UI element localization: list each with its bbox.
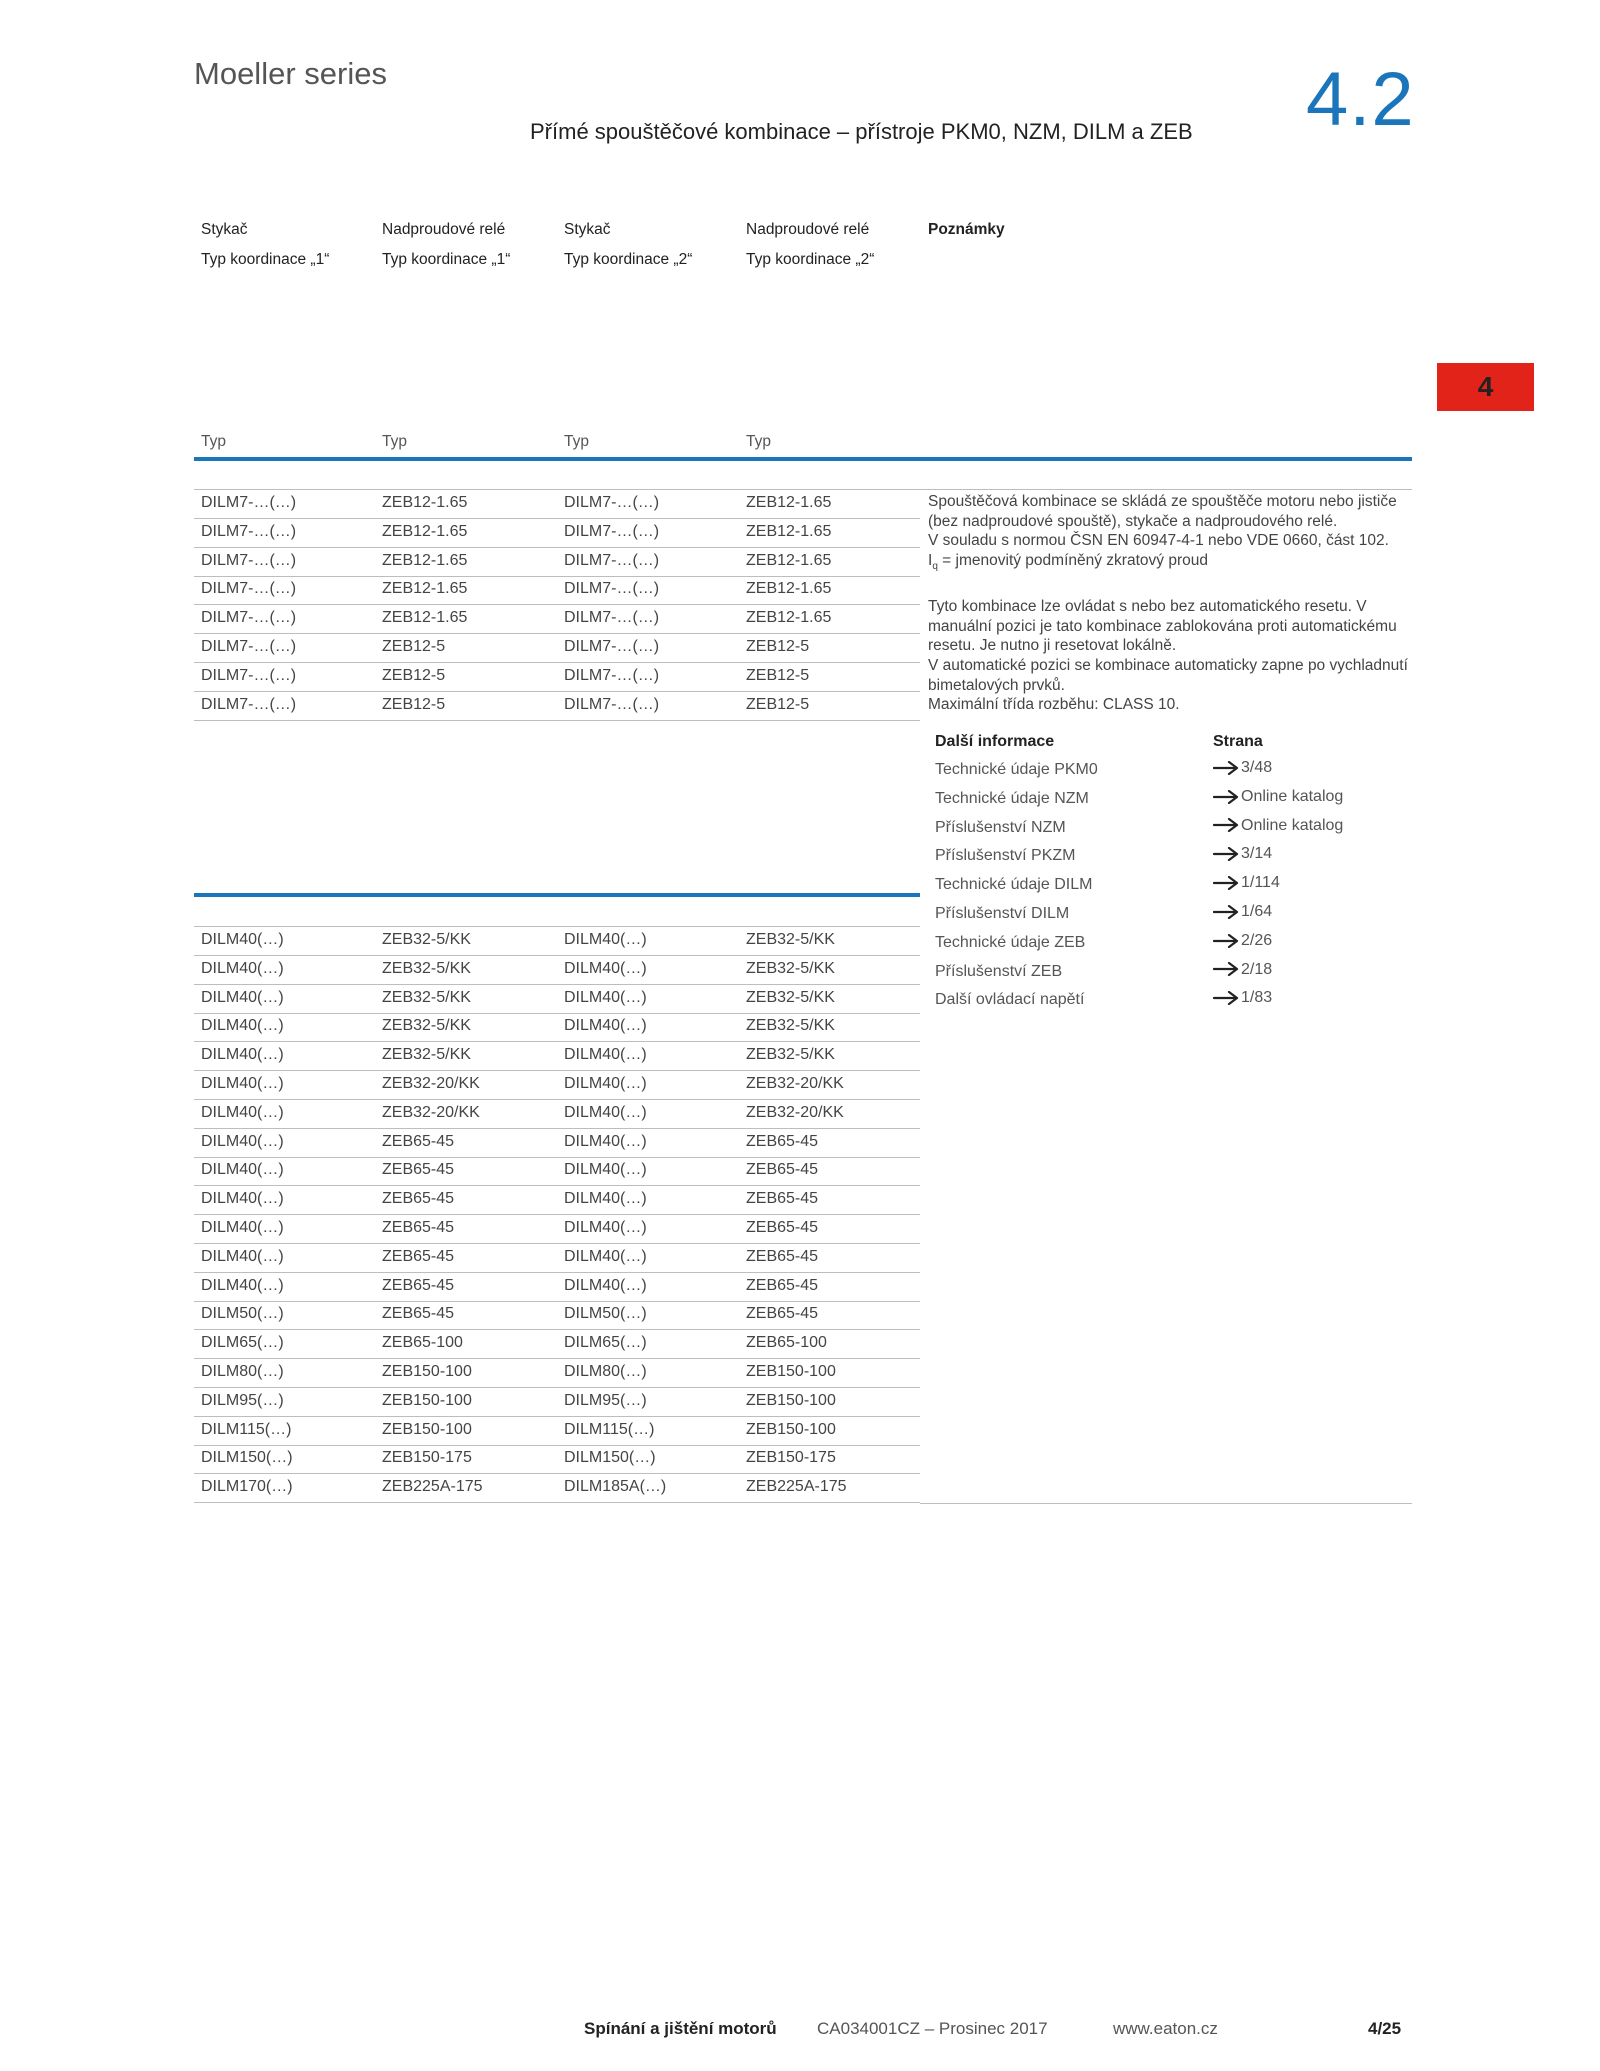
info-label: Technické údaje NZM bbox=[935, 789, 1089, 807]
info-row[interactable] bbox=[935, 786, 1415, 815]
table-cell: ZEB32-5/KK bbox=[382, 1046, 471, 1064]
table-cell: DILM40(…) bbox=[201, 1132, 284, 1150]
table-cell: DILM115(…) bbox=[564, 1420, 655, 1438]
table-cell: DILM7-…(…) bbox=[201, 638, 297, 655]
info-row[interactable] bbox=[935, 959, 1415, 988]
table-cell: ZEB12-1.65 bbox=[382, 580, 468, 598]
table-cell: ZEB150-100 bbox=[746, 1363, 836, 1380]
table-row bbox=[194, 1186, 920, 1215]
table-cell: DILM40(…) bbox=[201, 1017, 284, 1035]
table-cell: ZEB12-1.65 bbox=[382, 522, 468, 540]
table-cell: DILM7-…(…) bbox=[564, 551, 660, 569]
table-cell: ZEB65-45 bbox=[382, 1247, 455, 1265]
table-cell: ZEB12-1.65 bbox=[382, 551, 468, 569]
table-cell: ZEB150-175 bbox=[382, 1449, 472, 1467]
info-page: Online katalog bbox=[1241, 816, 1344, 834]
info-label: Technické údaje ZEB bbox=[935, 933, 1086, 951]
series-title: Moeller series bbox=[194, 56, 387, 91]
col1-header-line2: Typ koordinace „1“ bbox=[201, 251, 330, 268]
table-cell: DILM40(…) bbox=[564, 1190, 647, 1208]
arrow-right-icon bbox=[1213, 761, 1239, 775]
table-cell: DILM7-…(…) bbox=[564, 666, 660, 684]
notes-iq-line bbox=[928, 551, 1408, 577]
col2-header-line1: Nadproudové relé bbox=[382, 221, 506, 238]
table-cell: DILM40(…) bbox=[564, 1017, 647, 1035]
table-cell: ZEB225A-175 bbox=[382, 1478, 483, 1496]
table-cell: ZEB12-5 bbox=[382, 666, 446, 684]
table-cell: DILM40(…) bbox=[201, 1219, 284, 1236]
info-row[interactable] bbox=[935, 757, 1415, 786]
info-title: Další informace bbox=[935, 733, 1055, 750]
arrow-right-icon bbox=[1213, 790, 1239, 804]
table-row bbox=[194, 1129, 920, 1158]
table-cell: ZEB32-5/KK bbox=[746, 1017, 835, 1035]
footer-url[interactable]: www.eaton.cz bbox=[1113, 2019, 1218, 2038]
info-row[interactable] bbox=[935, 815, 1415, 844]
table-cell: ZEB150-100 bbox=[746, 1420, 836, 1438]
info-page: 1/83 bbox=[1241, 989, 1273, 1007]
table-cell: ZEB150-175 bbox=[746, 1449, 836, 1467]
table-cell: ZEB65-45 bbox=[382, 1161, 455, 1179]
table-cell: ZEB32-20/KK bbox=[382, 1075, 480, 1092]
chapter-tab[interactable]: 4 bbox=[1437, 363, 1534, 411]
info-page-link[interactable] bbox=[1213, 817, 1343, 835]
table-cell: DILM40(…) bbox=[564, 1276, 647, 1294]
notes-line: (bez nadproudové spouště), stykače a nadproudového relé. bbox=[928, 512, 1338, 530]
table-cell: DILM7-…(…) bbox=[564, 522, 660, 540]
info-page-link[interactable] bbox=[1213, 759, 1272, 777]
typ-label-4: Typ bbox=[746, 433, 771, 450]
info-label: Technické údaje DILM bbox=[935, 876, 1093, 894]
table-row bbox=[194, 1013, 920, 1042]
table-cell: ZEB32-20/KK bbox=[746, 1075, 844, 1092]
table-cell: DILM40(…) bbox=[201, 1247, 284, 1265]
table-cell: ZEB150-100 bbox=[382, 1363, 472, 1380]
notes-line: Tyto kombinace lze ovládat s nebo bez automatického resetu. V bbox=[928, 597, 1367, 615]
notes-text bbox=[928, 492, 1408, 715]
table-cell: ZEB65-100 bbox=[746, 1334, 827, 1352]
notes-line: V souladu s normou ČSN EN 60947-4-1 nebo VDE 0660, část 102. bbox=[928, 532, 1389, 550]
notes-line: V automatické pozici se kombinace automaticky zapne po vychladnutí bbox=[928, 657, 1408, 675]
notes-line: Spouštěčová kombinace se skládá ze spouštěče motoru nebo jističe bbox=[928, 493, 1397, 510]
table-cell: DILM7-…(…) bbox=[564, 638, 660, 655]
section-number: 4.2 bbox=[1306, 57, 1415, 142]
table-cell: DILM40(…) bbox=[564, 988, 647, 1006]
info-row[interactable] bbox=[935, 843, 1415, 872]
table-cell: DILM170(…) bbox=[201, 1478, 293, 1496]
table-cell: ZEB65-45 bbox=[746, 1219, 819, 1236]
col4-header-line1: Nadproudové relé bbox=[746, 221, 870, 238]
table-row bbox=[194, 692, 920, 721]
info-row[interactable] bbox=[935, 872, 1415, 901]
table-cell: DILM150(…) bbox=[564, 1449, 656, 1467]
typ-label-1: Typ bbox=[201, 433, 226, 450]
table-row bbox=[194, 548, 920, 577]
table-row bbox=[194, 1474, 920, 1503]
table-cell: ZEB65-45 bbox=[382, 1219, 455, 1236]
table-row bbox=[194, 1417, 920, 1446]
table-cell: DILM7-…(…) bbox=[564, 695, 660, 713]
table-row bbox=[194, 1215, 920, 1244]
table-cell: DILM7-…(…) bbox=[564, 580, 660, 598]
typ-label-3: Typ bbox=[564, 433, 589, 450]
table-row bbox=[194, 1273, 920, 1302]
table-row bbox=[194, 1388, 920, 1417]
notes-line: Maximální třída rozběhu: CLASS 10. bbox=[928, 696, 1180, 714]
table-cell: DILM40(…) bbox=[201, 1276, 284, 1294]
table-cell: DILM40(…) bbox=[201, 1046, 284, 1064]
table-row bbox=[194, 576, 920, 605]
table-cell: DILM150(…) bbox=[201, 1449, 293, 1467]
table-cell: DILM115(…) bbox=[201, 1420, 292, 1438]
table-cell: ZEB12-1.65 bbox=[382, 494, 468, 511]
table-cell: DILM7-…(…) bbox=[201, 494, 297, 511]
table-cell: DILM40(…) bbox=[564, 1103, 647, 1121]
table-row bbox=[194, 634, 920, 663]
table-cell: DILM40(…) bbox=[201, 931, 284, 948]
table-cell: DILM80(…) bbox=[201, 1363, 284, 1380]
table-cell: DILM40(…) bbox=[564, 959, 647, 977]
table-cell: ZEB12-1.65 bbox=[746, 580, 832, 598]
notes-line: resetu. Je nutno ji resetovat lokálně. bbox=[928, 637, 1177, 655]
info-page: 3/48 bbox=[1241, 759, 1273, 776]
table-cell: ZEB12-5 bbox=[382, 695, 446, 713]
table-cell: ZEB65-45 bbox=[746, 1305, 819, 1323]
table-cell: ZEB65-100 bbox=[382, 1334, 463, 1352]
table-cell: DILM7-…(…) bbox=[564, 609, 660, 627]
table-row bbox=[194, 1359, 920, 1388]
table-cell: DILM95(…) bbox=[564, 1391, 647, 1409]
table-cell: ZEB65-45 bbox=[746, 1190, 819, 1208]
info-row[interactable] bbox=[935, 987, 1415, 1016]
info-page-title: Strana bbox=[1213, 733, 1263, 750]
table-cell: ZEB12-1.65 bbox=[746, 551, 832, 569]
footer-title: Spínání a jištění motorů bbox=[584, 2019, 777, 2038]
info-page: 3/14 bbox=[1241, 845, 1273, 863]
table-row bbox=[194, 1301, 920, 1330]
info-page-link[interactable] bbox=[1213, 961, 1272, 979]
table-cell: ZEB12-1.65 bbox=[746, 522, 832, 540]
page-title: Přímé spouštěčové kombinace – přístroje PKM0, NZM, DILM a ZEB bbox=[530, 119, 1193, 144]
table-cell: DILM40(…) bbox=[564, 931, 647, 948]
table-cell: DILM50(…) bbox=[201, 1305, 284, 1323]
table-cell: DILM40(…) bbox=[201, 959, 284, 977]
table-row bbox=[194, 1244, 920, 1273]
info-label: Technické údaje PKM0 bbox=[935, 761, 1098, 778]
table-cell: DILM40(…) bbox=[201, 1075, 284, 1092]
table-cell: DILM7-…(…) bbox=[201, 609, 297, 627]
header-divider bbox=[194, 457, 1412, 461]
notes-line: manuální pozici je tato kombinace zablokována proti automatickému bbox=[928, 617, 1397, 635]
table-cell: DILM7-…(…) bbox=[201, 580, 297, 598]
table-cell: DILM40(…) bbox=[564, 1132, 647, 1150]
table-cell: ZEB32-5/KK bbox=[382, 931, 471, 948]
notes-line: bimetalových prvků. bbox=[928, 676, 1065, 694]
iq-subscript: q bbox=[932, 561, 938, 573]
col3-header-line1: Stykač bbox=[564, 221, 611, 238]
table-cell: DILM50(…) bbox=[564, 1305, 647, 1323]
table-cell: ZEB32-5/KK bbox=[382, 959, 471, 977]
table-cell: ZEB32-20/KK bbox=[746, 1103, 844, 1121]
info-label: Další ovládací napětí bbox=[935, 991, 1085, 1009]
table-cell: ZEB65-45 bbox=[382, 1132, 455, 1150]
table-cell: DILM40(…) bbox=[564, 1075, 647, 1092]
table-cell: ZEB65-45 bbox=[746, 1247, 819, 1265]
table-cell: DILM65(…) bbox=[564, 1334, 647, 1352]
table-cell: DILM40(…) bbox=[564, 1046, 647, 1064]
col3-header-line2: Typ koordinace „2“ bbox=[564, 251, 693, 268]
info-row[interactable] bbox=[935, 930, 1415, 959]
table-row bbox=[194, 1100, 920, 1129]
table-cell: DILM95(…) bbox=[201, 1391, 284, 1409]
footer-catalog: CA034001CZ – Prosinec 2017 bbox=[817, 2019, 1048, 2038]
arrow-right-icon bbox=[1213, 962, 1239, 976]
table-bottom-rule bbox=[920, 1503, 1412, 1504]
table-cell: ZEB150-100 bbox=[382, 1391, 472, 1409]
col2-header-line2: Typ koordinace „1“ bbox=[382, 251, 511, 268]
table-row bbox=[194, 1071, 920, 1100]
arrow-right-icon bbox=[1213, 991, 1239, 1005]
info-label: Příslušenství DILM bbox=[935, 905, 1070, 922]
table-row bbox=[194, 490, 920, 519]
table-row bbox=[194, 1042, 920, 1071]
table-row bbox=[194, 927, 920, 956]
table-cell: DILM7-…(…) bbox=[201, 695, 297, 713]
table-cell: DILM40(…) bbox=[201, 988, 284, 1006]
typ-label-2: Typ bbox=[382, 433, 407, 450]
table-cell: DILM40(…) bbox=[201, 1190, 284, 1208]
table-cell: ZEB12-1.65 bbox=[746, 609, 832, 627]
table-row bbox=[194, 1445, 920, 1474]
table-row bbox=[194, 519, 920, 548]
iq-symbol: I bbox=[928, 552, 933, 570]
arrow-right-icon bbox=[1213, 847, 1239, 861]
table-cell: DILM40(…) bbox=[564, 1247, 647, 1265]
table-cell: DILM40(…) bbox=[201, 1161, 284, 1179]
footer-page-number: 4/25 bbox=[1368, 2019, 1402, 2038]
info-page-link[interactable] bbox=[1213, 903, 1272, 921]
info-page: 2/18 bbox=[1241, 960, 1273, 978]
info-row[interactable] bbox=[935, 901, 1415, 930]
info-page-link[interactable] bbox=[1213, 932, 1272, 950]
info-page: 2/26 bbox=[1241, 931, 1273, 949]
table-cell: ZEB65-45 bbox=[746, 1161, 819, 1179]
info-label: Příslušenství PKZM bbox=[935, 847, 1076, 865]
arrow-right-icon bbox=[1213, 876, 1239, 890]
table-cell: ZEB32-5/KK bbox=[746, 931, 835, 948]
info-page: 1/64 bbox=[1241, 903, 1273, 920]
info-page-link[interactable] bbox=[1213, 874, 1280, 892]
table-cell: ZEB32-5/KK bbox=[746, 1046, 835, 1064]
table-cell: DILM7-…(…) bbox=[564, 494, 660, 511]
table-row bbox=[194, 663, 920, 692]
table-cell: ZEB32-20/KK bbox=[382, 1103, 480, 1121]
col1-header-line1: Stykač bbox=[201, 221, 248, 238]
table-cell: ZEB150-100 bbox=[382, 1420, 472, 1438]
table-cell: ZEB12-5 bbox=[382, 638, 446, 655]
group-divider bbox=[194, 893, 920, 897]
table-cell: ZEB32-5/KK bbox=[382, 988, 471, 1006]
table-cell: ZEB65-45 bbox=[382, 1305, 455, 1323]
info-page-link[interactable] bbox=[1213, 788, 1343, 806]
table-row bbox=[194, 985, 920, 1014]
table-cell: ZEB12-5 bbox=[746, 695, 810, 713]
table-cell: DILM80(…) bbox=[564, 1363, 647, 1380]
table-cell: ZEB65-45 bbox=[382, 1276, 455, 1294]
table-row bbox=[194, 605, 920, 634]
table-cell: DILM7-…(…) bbox=[201, 666, 297, 684]
table-cell: DILM40(…) bbox=[201, 1103, 284, 1121]
table-cell: ZEB12-1.65 bbox=[746, 494, 832, 511]
table-cell: ZEB32-5/KK bbox=[382, 1017, 471, 1035]
info-page: 1/114 bbox=[1241, 874, 1280, 892]
table-cell: ZEB32-5/KK bbox=[746, 959, 835, 977]
info-page-link[interactable] bbox=[1213, 845, 1272, 863]
table-cell: DILM7-…(…) bbox=[201, 551, 297, 569]
table-cell: DILM40(…) bbox=[564, 1219, 647, 1236]
table-cell: DILM7-…(…) bbox=[201, 522, 297, 540]
table-cell: ZEB65-45 bbox=[746, 1132, 819, 1150]
arrow-right-icon bbox=[1213, 818, 1239, 832]
table-cell: ZEB12-5 bbox=[746, 666, 810, 684]
iq-definition: = jmenovitý podmíněný zkratový proud bbox=[937, 552, 1208, 570]
table-row bbox=[194, 1330, 920, 1359]
table-cell: ZEB12-1.65 bbox=[382, 609, 468, 627]
table-cell: DILM40(…) bbox=[564, 1161, 647, 1179]
info-page-link[interactable] bbox=[1213, 989, 1272, 1007]
info-label: Příslušenství NZM bbox=[935, 818, 1066, 836]
table-row bbox=[194, 956, 920, 985]
info-label: Příslušenství ZEB bbox=[935, 962, 1063, 980]
table-cell: ZEB12-5 bbox=[746, 638, 810, 655]
table-cell: ZEB225A-175 bbox=[746, 1478, 847, 1496]
table-cell: ZEB32-5/KK bbox=[746, 988, 835, 1006]
table-cell: ZEB65-45 bbox=[746, 1276, 819, 1294]
table-cell: ZEB150-100 bbox=[746, 1391, 836, 1409]
table-cell: DILM65(…) bbox=[201, 1334, 284, 1352]
arrow-right-icon bbox=[1213, 905, 1239, 919]
table-cell: DILM185A(…) bbox=[564, 1478, 667, 1496]
arrow-right-icon bbox=[1213, 934, 1239, 948]
table-cell: ZEB65-45 bbox=[382, 1190, 455, 1208]
info-page: Online katalog bbox=[1241, 787, 1344, 805]
col4-header-line2: Typ koordinace „2“ bbox=[746, 251, 875, 268]
table-row bbox=[194, 1157, 920, 1186]
notes-header: Poznámky bbox=[928, 221, 1005, 238]
